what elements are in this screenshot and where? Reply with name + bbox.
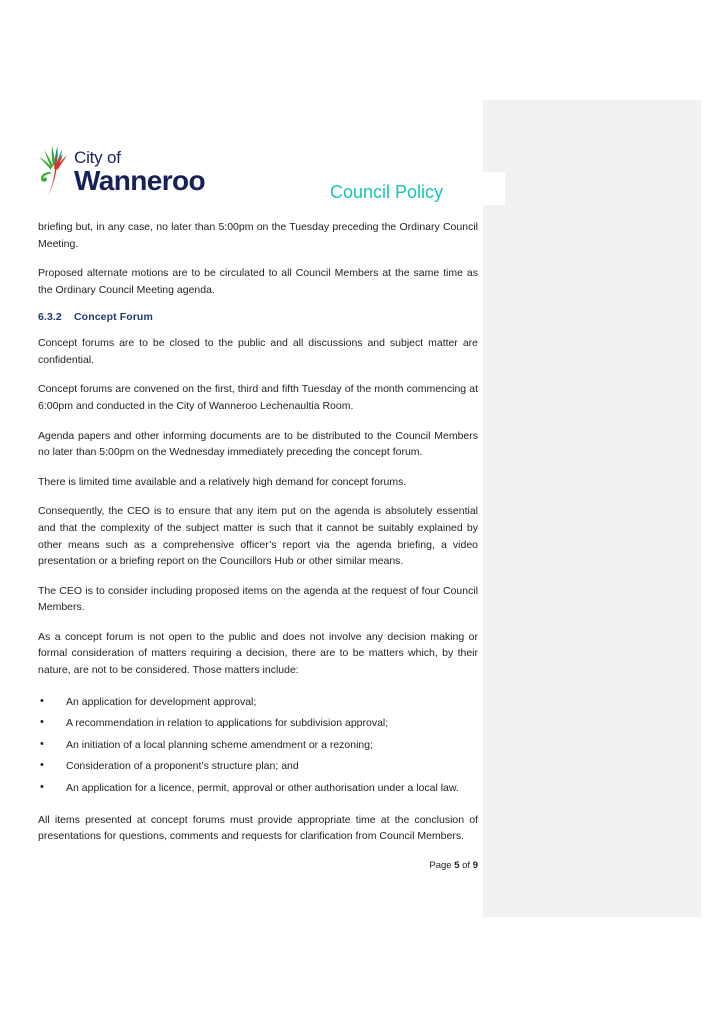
document-body: [38, 219, 478, 845]
paragraph: Concept forums are to be closed to the public and all discussions and subject matter are confidential.: [38, 337, 478, 366]
grass-tree-logo-icon: [38, 142, 72, 198]
page-footer: [38, 860, 478, 871]
document-title: Council Policy: [330, 182, 444, 202]
list-item: • A recommendation in relation to applications for subdivision approval;: [38, 715, 478, 732]
logo-line-city: City of: [74, 148, 121, 167]
list-item: • An application for a licence, permit, approval or other authorisation under a local law.: [38, 780, 478, 797]
section-heading-text: Concept Forum: [74, 311, 153, 324]
paragraph: Proposed alternate motions are to be circulated to all Council Members at the same time as the Ordinary Council Meeting agenda.: [38, 267, 478, 296]
logo-line-wanneroo: Wanneroo: [74, 165, 206, 196]
section-heading-number: 6.3.2: [38, 311, 62, 324]
right-margin-notch: [483, 172, 505, 205]
paragraph: The CEO is to consider including proposed items on the agenda at the request of four Council Members.: [38, 584, 478, 614]
city-of-wanneroo-logo: [38, 140, 205, 198]
footer-current-page: 5: [454, 860, 460, 871]
footer-middle: of: [459, 860, 473, 871]
document-header: [0, 0, 483, 212]
excluded-matters-list: [38, 694, 478, 797]
list-item: • An initiation of a local planning scheme amendment or a rezoning;: [38, 737, 478, 754]
section-heading: [38, 311, 478, 323]
paragraph: briefing but, in any case, no later than 5:00pm on the Tuesday preceding the Ordinary Council Meeting.: [38, 221, 478, 250]
paragraph: As a concept forum is not open to the public and does not involve any decision making or formal consideration of matters requiring a decision, there are to be matters which, by their nature, are not to be considered. Those matters include:: [38, 630, 478, 676]
list-item: • An application for development approval;: [38, 694, 478, 711]
paragraph: There is limited time available and a relatively high demand for concept forums.: [38, 475, 407, 488]
paragraph: Consequently, the CEO is to ensure that any item put on the agenda is absolutely essential and that the complexity of the subject matter is such that it cannot be suitably explained by other means such as a comprehensive officer’s report via the agenda briefing, a video presentation or a briefing report on the Councillors Hub or other similar means.: [38, 505, 478, 568]
paragraph: All items presented at concept forums must provide appropriate time at the conclusion of presentations for questions, comments and requests for clarification from Council Members.: [38, 813, 478, 843]
footer-prefix: Page: [429, 860, 455, 871]
right-margin-panel: [483, 100, 701, 917]
footer-total-pages: 9: [472, 860, 478, 871]
list-item: • Consideration of a proponent’s structure plan; and: [38, 758, 478, 775]
paragraph: Agenda papers and other informing documents are to be distributed to the Council Members no later than 5:00pm on the Wednesday immediately preceding the concept forum.: [38, 429, 478, 459]
paragraph: Concept forums are convened on the first, third and fifth Tuesday of the month commencing at 6:00pm and conducted in the City of Wanneroo Lechenaultia Room.: [38, 383, 478, 413]
